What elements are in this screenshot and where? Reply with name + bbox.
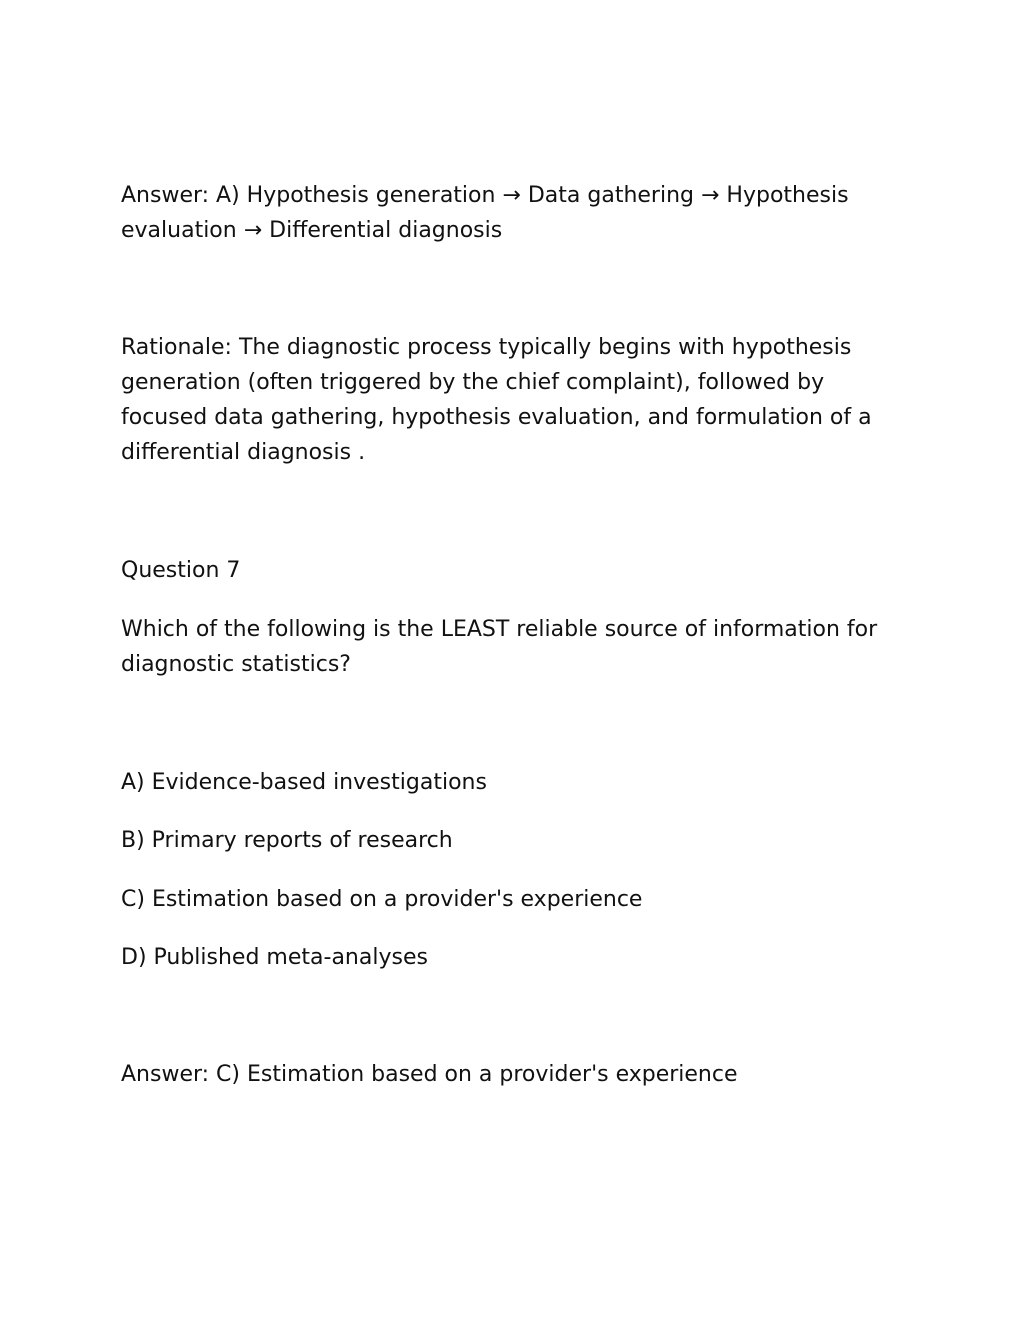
option-c: C) Estimation based on a provider's experience bbox=[121, 887, 643, 912]
option-b: B) Primary reports of research bbox=[121, 828, 453, 853]
previous-answer-text: Answer: A) Hypothesis generation → Data gathering → Hypothesis evaluation → Differential diagnosis bbox=[121, 183, 849, 243]
question-answer-text: Answer: C) Estimation based on a provider's experience bbox=[121, 1062, 738, 1087]
question-stem: Which of the following is the LEAST reliable source of information for diagnostic statistics? bbox=[121, 617, 878, 677]
option-d: D) Published meta-analyses bbox=[121, 945, 428, 970]
rationale-text: Rationale: The diagnostic process typically begins with hypothesis generation (often triggered by the chief complaint), followed by focused data gathering, hypothesis evaluation, and formulation of a differential diagnosis . bbox=[121, 335, 872, 465]
question-heading: Question 7 bbox=[121, 558, 241, 583]
option-a: A) Evidence-based investigations bbox=[121, 770, 487, 795]
